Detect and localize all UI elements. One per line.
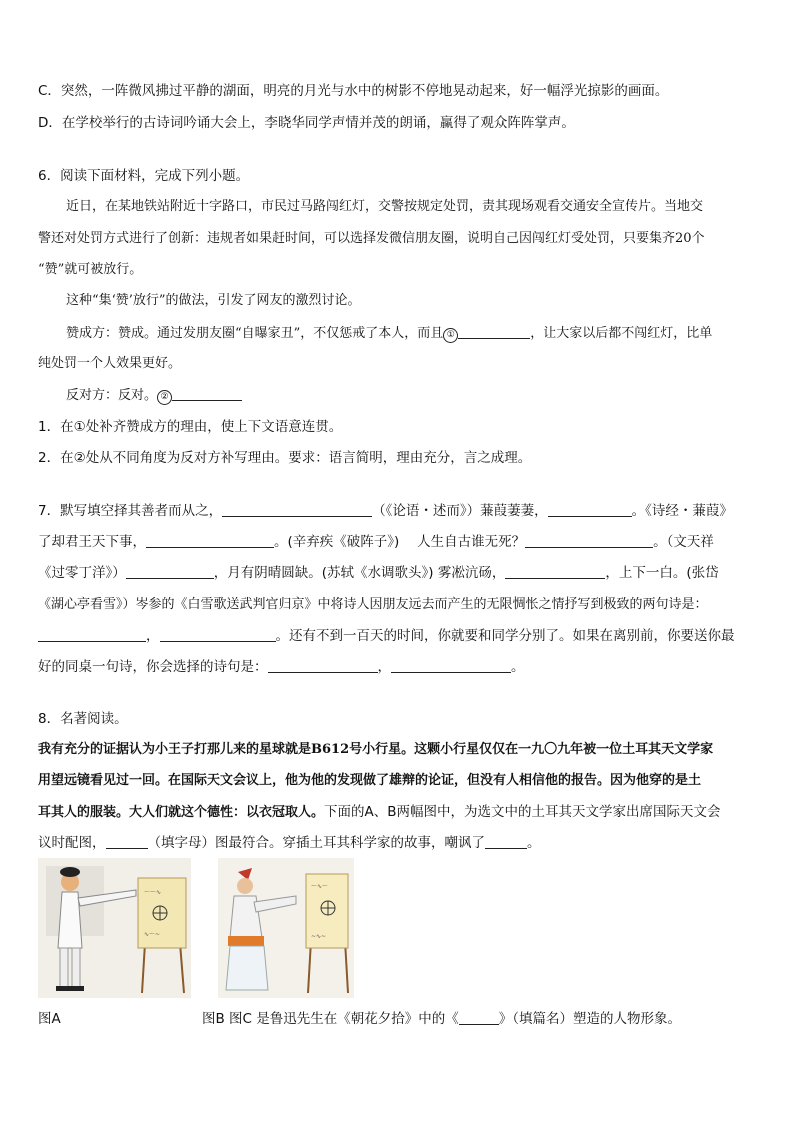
- svg-text:~∿~: ~∿~: [311, 933, 327, 940]
- q7-text: 好的同桌一句诗，你会选择的诗句是：: [38, 659, 268, 675]
- q6-pro-text: ，让大家以后都不闯红灯，比单: [530, 326, 713, 341]
- fill-blank[interactable]: [525, 533, 653, 548]
- q6-heading: 6．阅读下面材料，完成下列小题。: [38, 168, 250, 184]
- q7-line-4: 《湖心亭看雪》）岑参的《白雪歌送武判官归京》中将诗人因朋友远去而产生的无限惆怅之情抒写到极致的两句诗是：: [38, 597, 708, 612]
- fill-blank[interactable]: [485, 834, 527, 849]
- q7-text: 了却君王天下事，: [38, 534, 146, 550]
- q6-pro-text: 赞成方：赞成。通过发朋友圈“自曝家丑”，不仅惩戒了本人，而且: [66, 326, 444, 341]
- q6-pro-line2: 纯处罚一个人效果更好。: [38, 356, 182, 371]
- caption-text: 图B 图C 是鲁迅先生在《朝花夕拾》中的《: [202, 1011, 459, 1027]
- q7-text: ，: [377, 659, 391, 675]
- q7-line-5: [38, 627, 735, 645]
- fill-blank-2[interactable]: [172, 386, 242, 401]
- q8-excerpt-text: 耳其人的服装。大人们就这个德性：以衣冠取人。: [38, 805, 325, 820]
- q8-question-text: 。: [527, 835, 541, 851]
- fill-blank[interactable]: [106, 834, 148, 849]
- q7-text: ，月有阴晴圆缺。(苏轼《水调歌头》) 雾凇沆砀，: [213, 565, 506, 581]
- figure-a-caption: 图A: [38, 1011, 61, 1027]
- svg-text:〜∿〜: 〜∿〜: [311, 883, 329, 890]
- q8-question-text: 下面的A、B两幅图中，为选文中的土耳其天文学家出席国际天文会: [324, 804, 721, 820]
- figure-b-caption: [202, 1010, 681, 1028]
- fill-blank[interactable]: [391, 658, 511, 673]
- q6-paragraph-line: 近日，在某地铁站附近十字路口，市民过马路闯红灯，交警按规定处罚，责其现场观看交通安全宣传片。当地交: [66, 199, 704, 214]
- q7-text: 《过零丁洋》）: [38, 565, 126, 581]
- blank-marker-1: ①: [443, 328, 458, 343]
- caption-text: 》（填篇名）塑造的人物形象。: [498, 1011, 682, 1027]
- q6-sub-question-2: 2．在②处从不同角度为反对方补写理由。要求：语言简明，理由充分，言之成理。: [38, 450, 532, 466]
- fill-blank[interactable]: [126, 564, 214, 579]
- svg-text:∿〜~: ∿〜~: [144, 931, 161, 938]
- q6-pro-line: [66, 324, 712, 343]
- q8-excerpt-line: 用望远镜看见过一回。在国际天文会议上，他为他的发现做了雄辩的论证，但没有人相信他的报告。因为他穿的是土: [38, 773, 702, 788]
- q6-paragraph-line: 这种“集‘赞’放行”的做法，引发了网友的激烈讨论。: [66, 293, 361, 308]
- q7-text: （《论语・述而》）蒹葭萋萋，: [372, 503, 548, 519]
- q7-line-6: [38, 658, 525, 676]
- q7-line-2: [38, 533, 714, 551]
- q7-line-3: [38, 564, 719, 582]
- q7-text: 。《诗经・蒹葭》: [631, 503, 733, 519]
- fill-blank[interactable]: [222, 502, 372, 517]
- q8-question-text: 议时配图，: [38, 835, 106, 851]
- fill-blank[interactable]: [160, 627, 276, 642]
- q6-sub-question-1: 1．在①处补齐赞成方的理由，使上下文语意连贯。: [38, 419, 343, 435]
- fill-blank[interactable]: [548, 502, 632, 517]
- q7-line-1: [38, 502, 733, 520]
- q6-con-text: 反对方：反对。: [66, 388, 158, 403]
- q6-paragraph-line: 警还对处罚方式进行了创新：违规者如果赶时间，可以选择发微信朋友圈，说明自己因闯红灯受处罚，只要集齐20个: [38, 231, 705, 246]
- q6-con-line: [66, 386, 242, 405]
- q6-paragraph-line: “赞”就可被放行。: [38, 262, 143, 277]
- fill-blank[interactable]: [146, 533, 274, 548]
- blank-marker-2: ②: [157, 390, 172, 405]
- q8-excerpt-line: [38, 803, 721, 822]
- option-c: C．突然，一阵微风拂过平静的湖面，明亮的月光与水中的树影不停地晃动起来，好一幅浮光掠影的画面。: [38, 83, 669, 99]
- fill-blank-1[interactable]: [458, 324, 530, 339]
- fill-blank[interactable]: [459, 1010, 499, 1025]
- svg-text:〜〜∿: 〜〜∿: [144, 889, 162, 896]
- option-d: D．在学校举行的古诗词吟诵大会上，李晓华同学声情并茂的朗诵，赢得了观众阵阵掌声。: [38, 115, 575, 131]
- q7-text: 。: [511, 659, 525, 675]
- q7-text: 。（文天祥: [653, 534, 714, 550]
- q8-excerpt-line: 我有充分的证据认为小王子打那儿来的星球就是B612号小行星。这颗小行星仅仅在一九〇九年被一位土耳其天文学家: [38, 742, 714, 757]
- q7-text: ，上下一白。(张岱: [605, 565, 719, 581]
- q7-text: 7．默写填空择其善者而从之，: [38, 503, 223, 519]
- q7-text: 。(辛弃疾《破阵子》) 人生自古谁无死？: [274, 534, 526, 550]
- q8-question-text: （填字母）图最符合。穿插土耳其科学家的故事，嘲讽了: [147, 835, 485, 851]
- q8-question-line: [38, 834, 541, 852]
- q8-heading: 8．名著阅读。: [38, 711, 128, 727]
- figure-b-image: [218, 858, 354, 998]
- fill-blank[interactable]: [505, 564, 605, 579]
- q7-text: 。还有不到一百天的时间，你就要和同学分别了。如果在离别前，你要送你最: [275, 628, 735, 644]
- figure-a-image: [38, 858, 191, 998]
- q7-text: ，: [146, 628, 160, 644]
- fill-blank[interactable]: [38, 627, 146, 642]
- fill-blank[interactable]: [268, 658, 378, 673]
